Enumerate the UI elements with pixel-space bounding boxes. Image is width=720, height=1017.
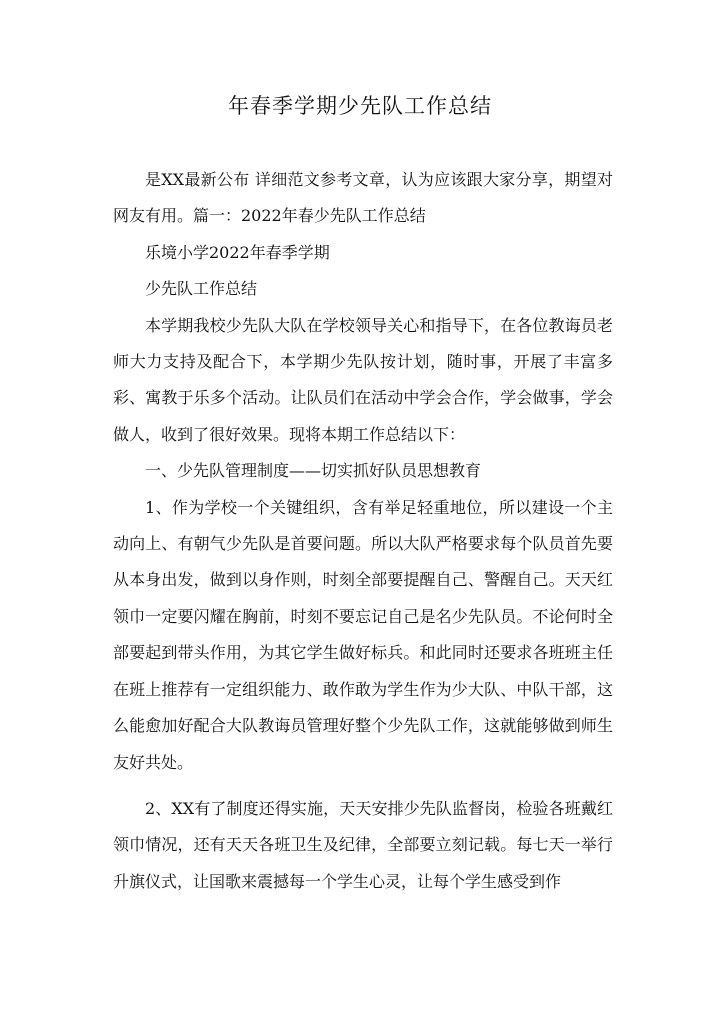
section-heading-management: 一、少先队管理制度——切实抓好队员思想教育 <box>145 461 482 481</box>
paragraph-point-2: 2、XX有了制度还得实施，天天安排少先队监督岗，检验各班戴红领巾情况，还有天天各班卫生及纪律，全部要立刻记载。每七天一举行升旗仪式，让国歌来震撼每一个学生心灵，让每个学生感受到作 <box>113 798 613 891</box>
paragraph-overview: 本学期我校少先队大队在学校领导关心和指导下，在各位教诲员老师大力支持及配合下，本学期少先队按计划，随时事，开展了丰富多彩、寓教于乐多个活动。让队员们在活动中学会合作，学会做事，学会做人，收到了很好效果。现将本期工作总结以下： <box>113 315 613 444</box>
paragraph-intro: 是XX最新公布 详细范文参考文章，认为应该跟大家分享，期望对网友有用。篇一：2022年春少先队工作总结 <box>113 170 613 226</box>
paragraph-school-term: 乐境小学2022年春季学期 <box>145 242 330 262</box>
document-body <box>113 162 613 900</box>
document-title: 年春季学期少先队工作总结 <box>228 94 492 118</box>
paragraph-subtitle: 少先队工作总结 <box>145 279 258 299</box>
paragraph-point-1: 1、作为学校一个关键组织，含有举足轻重地位，所以建设一个主动向上、有朝气少先队是首要问题。所以大队严格要求每个队员首先要从本身出发，做到以身作则，时刻全部要提醒自己、警醒自己。天天红领巾一定要闪耀在胸前，时刻不要忘记自己是名少先队员。不论何时全部要起到带头作用，为其它学生做好标兵。和此同时还要求各班班主任在班上推荐有一定组织能力、敢作敢为学生作为少大队、中队干部，这么能愈加好配合大队教诲员管理好整个少先队工作，这就能够做到师生友好共处。 <box>113 497 613 772</box>
